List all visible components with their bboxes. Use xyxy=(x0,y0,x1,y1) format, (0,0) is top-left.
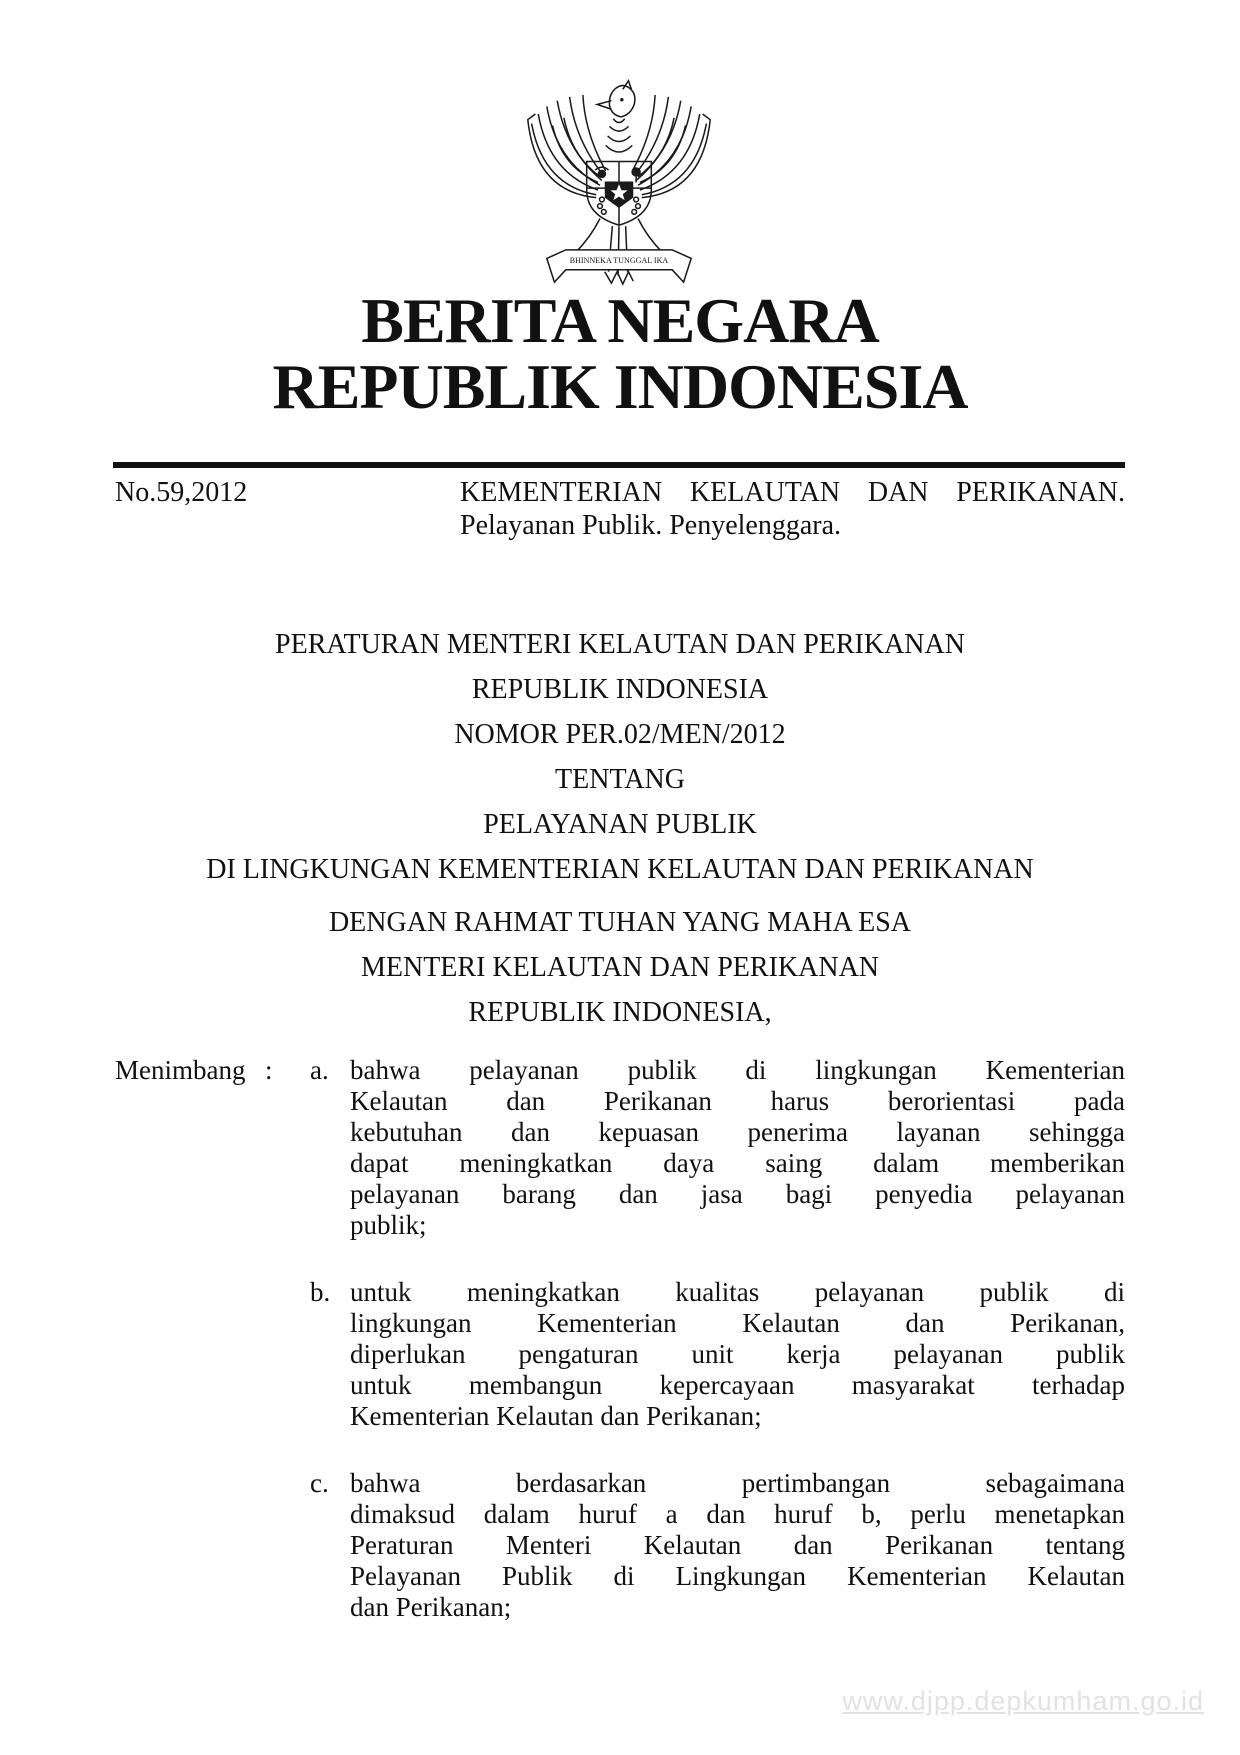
gazette-title xyxy=(115,285,1125,422)
item-text-line: Pelayanan Publik di Lingkungan Kementerian Kelautan xyxy=(350,1561,1125,1591)
item-text-line: Kementerian Kelautan dan Perikanan; xyxy=(350,1401,762,1431)
item-text-line: pelayanan barang dan jasa bagi penyedia pelayanan xyxy=(350,1179,1125,1209)
item-text-line: bahwa pelayanan publik di lingkungan Kementerian xyxy=(350,1055,1125,1085)
masthead-rule xyxy=(113,462,1125,468)
invocation-line: MENTERI KELAUTAN DAN PERIKANAN xyxy=(360,952,880,983)
site-watermark: www.djpp.depkumham.go.id xyxy=(842,1686,1204,1716)
breast-feathers-icon xyxy=(606,119,633,152)
item-text-line: lingkungan Kementerian Kelautan dan Perikanan, xyxy=(350,1308,1125,1338)
consideration-item-b xyxy=(310,1277,1125,1432)
item-text-line: dapat meningkatkan daya saing dalam memberikan xyxy=(350,1148,1125,1178)
item-text-line: Peraturan Menteri Kelautan dan Perikanan tentang xyxy=(350,1530,1125,1560)
item-text-line: dan Perikanan; xyxy=(350,1592,512,1622)
heading-line: PELAYANAN PUBLIK xyxy=(483,809,757,840)
item-text xyxy=(350,1468,1125,1623)
heading-line: TENTANG xyxy=(555,764,685,795)
gazette-title-line2: REPUBLIK INDONESIA xyxy=(272,351,968,422)
item-text xyxy=(350,1055,1125,1241)
masthead-info-row xyxy=(115,476,1125,542)
considerations-label: Menimbang xyxy=(115,1055,246,1085)
item-text-line: bahwa berdasarkan pertimbangan sebagaimana xyxy=(350,1468,1125,1498)
heading-line: REPUBLIK INDONESIA xyxy=(471,674,769,705)
invocation-line: DENGAN RAHMAT TUHAN YANG MAHA ESA xyxy=(328,907,912,938)
left-wing-icon xyxy=(528,95,606,198)
considerations-list xyxy=(310,1055,1125,1623)
considerations-separator: : xyxy=(265,1055,273,1085)
item-text-line: dimaksud dalam huruf a dan huruf b, perlu menetapkan xyxy=(350,1499,1125,1529)
subject-line1: KEMENTERIAN KELAUTAN DAN PERIKANAN. xyxy=(460,477,1125,508)
item-text-line: untuk membangun kepercayaan masyarakat terhadap xyxy=(350,1370,1125,1400)
right-wing-icon xyxy=(632,95,710,198)
item-text-line: Kelautan dan Perikanan harus berorientasi pada xyxy=(350,1086,1125,1116)
item-marker: a. xyxy=(310,1055,329,1085)
consideration-item-c xyxy=(310,1468,1125,1623)
item-text-line: untuk meningkatkan kualitas pelayanan publik di xyxy=(350,1277,1125,1307)
item-text-line: publik; xyxy=(350,1210,427,1240)
heading-line: NOMOR PER.02/MEN/2012 xyxy=(454,719,786,750)
invocation-line: REPUBLIK INDONESIA, xyxy=(468,997,772,1028)
item-marker: c. xyxy=(310,1468,329,1498)
issue-number: No.59,2012 xyxy=(115,477,248,508)
item-marker: b. xyxy=(310,1277,331,1307)
subject-block xyxy=(460,476,1125,542)
consideration-item-a xyxy=(310,1055,1125,1241)
garuda-head-icon xyxy=(597,81,635,117)
regulation-heading xyxy=(115,622,1125,1035)
gazette-title-line1: BERITA NEGARA xyxy=(361,285,879,356)
motto-text: BHINNEKA TUNGGAL IKA xyxy=(569,256,669,266)
invocation-block xyxy=(115,900,1125,1035)
subject-line2: Pelayanan Publik. Penyelenggara. xyxy=(460,510,842,541)
item-text-line: kebutuhan dan kepuasan penerima layanan sehingga xyxy=(350,1117,1125,1147)
heading-line: PERATURAN MENTERI KELAUTAN DAN PERIKANAN xyxy=(275,629,965,660)
considerations-section xyxy=(115,1055,1125,1623)
pancasila-shield-icon xyxy=(587,162,652,226)
heading-line: DI LINGKUNGAN KEMENTERIAN KELAUTAN DAN PERIKANAN xyxy=(206,854,1034,885)
item-text-line: diperlukan pengaturan unit kerja pelayanan publik xyxy=(350,1339,1125,1369)
item-text xyxy=(350,1277,1125,1432)
garuda-pancasila-emblem xyxy=(520,76,718,304)
